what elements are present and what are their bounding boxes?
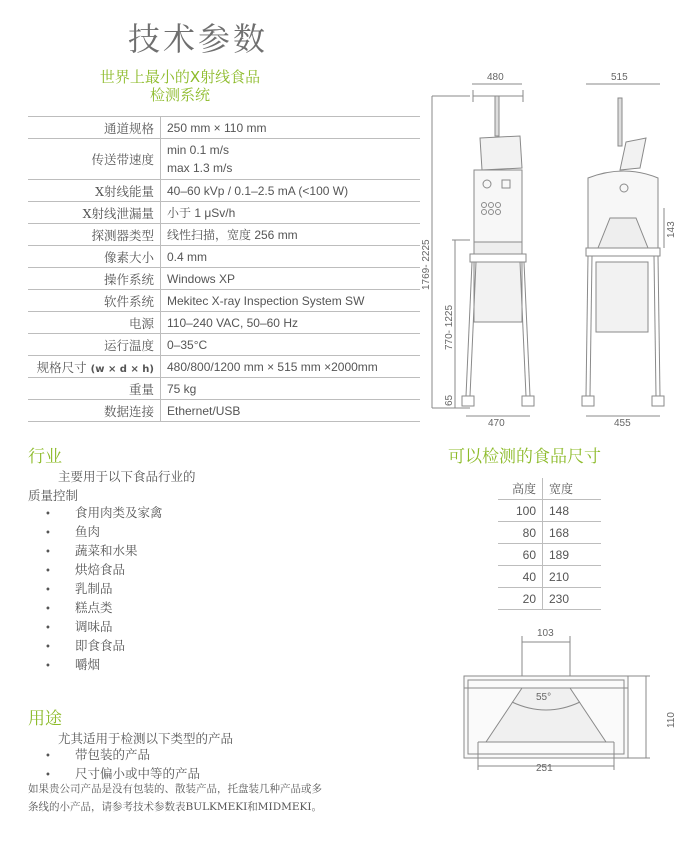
spec-value: Ethernet/USB — [161, 400, 421, 422]
column-header-width: 宽度 — [543, 478, 602, 500]
spec-value-line: max 1.3 m/s — [167, 161, 233, 175]
dim-foot: 65 — [444, 394, 455, 406]
dim-tunnel-width: 251 — [536, 763, 553, 774]
industry-intro-line-1: 主要用于以下食品行业的 — [58, 469, 196, 484]
subtitle-line-2: 检测系统 — [149, 86, 210, 104]
list-item-label: 带包装的产品 — [75, 747, 151, 762]
cell-width: 168 — [543, 522, 602, 544]
dim-total-height: 1769- 2225 — [421, 239, 432, 290]
bullet-icon: • — [45, 585, 51, 596]
cell-width: 148 — [543, 500, 602, 522]
spec-key: 软件系统 — [28, 290, 161, 312]
list-item-label: 即食食品 — [75, 638, 126, 653]
dim-angle: 55° — [536, 692, 552, 703]
list-item-label: 尺寸偏小或中等的产品 — [75, 766, 201, 781]
list-item-label: 烘焙食品 — [75, 562, 126, 577]
spec-key-text: 规格尺寸 — [36, 359, 87, 375]
spec-value: Windows XP — [161, 268, 421, 290]
spec-key: 操作系统 — [28, 268, 161, 290]
list-item-label: 食用肉类及家禽 — [75, 505, 163, 520]
dim-side-opening: 143 — [666, 221, 677, 238]
spec-value: 0.4 mm — [161, 246, 421, 268]
column-header-height: 高度 — [498, 478, 543, 500]
cell-height: 20 — [498, 588, 543, 610]
bullet-icon: • — [45, 770, 51, 781]
spec-value: 小于 1 μSv/h — [161, 202, 421, 224]
spec-value: 250 mm × 110 mm — [161, 117, 421, 139]
spec-key: X射线泄漏量 — [28, 202, 161, 224]
spec-value: 480/800/1200 mm × 515 mm ×2000mm — [161, 356, 421, 378]
spec-key: 重量 — [28, 378, 161, 400]
dim-belt-height: 770- 1225 — [444, 304, 455, 350]
list-item-label: 嚼烟 — [75, 657, 101, 672]
spec-value: 75 kg — [161, 378, 421, 400]
spec-value: 40–60 kVp / 0.1–2.5 mA (<100 W) — [161, 180, 421, 202]
side-view-drawing — [582, 84, 664, 416]
usage-heading: 用途 — [28, 709, 62, 729]
bullet-icon: • — [45, 642, 51, 653]
spec-key: 传送带速度 — [28, 139, 161, 180]
dim-front-width: 480 — [487, 72, 504, 83]
front-view-drawing — [432, 84, 534, 416]
spec-value: 线性扫描，宽度 256 mm — [161, 224, 421, 246]
subtitle-line-1: 世界上最小的X射线食品 — [99, 68, 261, 86]
spec-key: 运行温度 — [28, 334, 161, 356]
bullet-icon: • — [45, 547, 51, 558]
usage-note: 如果贵公司产品是没有包装的、散装产品，托盘装几种产品或多条线的小产品，请参考技术参数表BULKMEKI和MIDMEKI。 — [28, 783, 323, 813]
list-item-label: 鱼肉 — [75, 524, 101, 539]
bullet-icon: • — [45, 751, 51, 762]
spec-key: 数据连接 — [28, 400, 161, 422]
cell-height: 40 — [498, 566, 543, 588]
list-item-label: 蔬菜和水果 — [75, 543, 138, 558]
spec-key: 电源 — [28, 312, 161, 334]
spec-value: Mekitec X-ray Inspection System SW — [161, 290, 421, 312]
bullet-icon: • — [45, 509, 51, 520]
bullet-icon: • — [45, 623, 51, 634]
spec-key: 像素大小 — [28, 246, 161, 268]
spec-value: 0–35°C — [161, 334, 421, 356]
page-title: 技术参数 — [128, 20, 269, 58]
spec-key: 通道规格 — [28, 117, 161, 139]
spec-value-line: min 0.1 m/s — [167, 143, 230, 157]
cell-height: 80 — [498, 522, 543, 544]
cell-width: 210 — [543, 566, 602, 588]
cell-width: 189 — [543, 544, 602, 566]
bullet-icon: • — [45, 528, 51, 539]
list-item-label: 调味品 — [75, 619, 113, 634]
list-item-label: 乳制品 — [75, 581, 113, 596]
usage-intro: 尤其适用于检测以下类型的产品 — [58, 731, 234, 746]
food-size-heading: 可以检测的食品尺寸 — [448, 447, 601, 467]
bullet-icon: • — [45, 661, 51, 672]
spec-value: 110–240 VAC, 50–60 Hz — [161, 312, 421, 334]
cell-height: 60 — [498, 544, 543, 566]
dim-tunnel-height: 110 — [666, 712, 677, 728]
cell-height: 100 — [498, 500, 543, 522]
dim-base-width: 470 — [488, 418, 505, 429]
dim-side-width: 515 — [611, 72, 628, 83]
industry-heading: 行业 — [28, 447, 62, 467]
tunnel-section-drawing — [464, 636, 650, 770]
cell-width: 230 — [543, 588, 602, 610]
dim-side-base: 455 — [614, 418, 631, 429]
bullet-icon: • — [45, 566, 51, 577]
spec-key: X射线能量 — [28, 180, 161, 202]
industry-intro-line-2: 质量控制 — [28, 488, 79, 503]
spec-key-suffix: (w × d × h) — [90, 363, 154, 375]
dim-tunnel-top: 103 — [537, 628, 554, 639]
list-item-label: 糕点类 — [75, 600, 113, 615]
spec-key: 探测器类型 — [28, 224, 161, 246]
bullet-icon: • — [45, 604, 51, 615]
